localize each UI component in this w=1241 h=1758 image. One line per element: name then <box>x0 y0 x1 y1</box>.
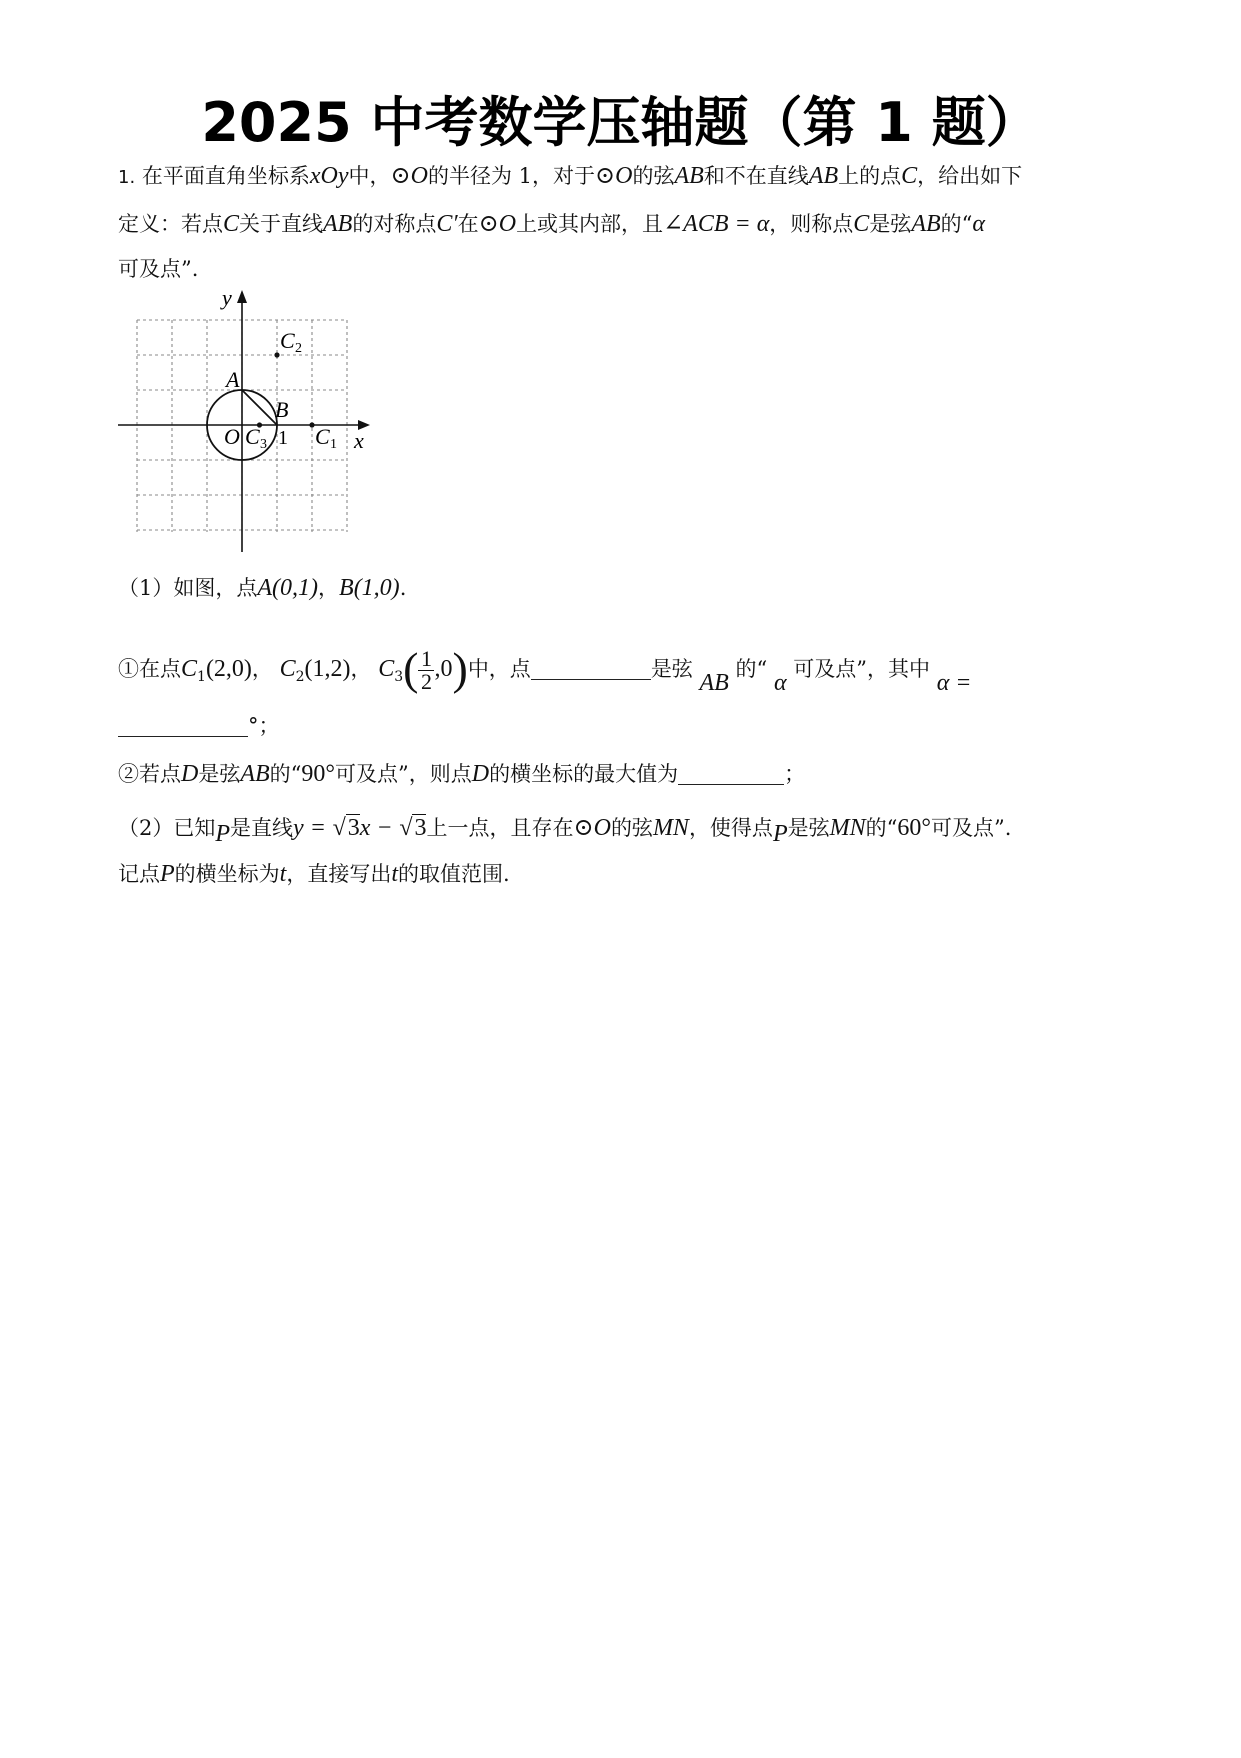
text: 是弦 <box>869 212 912 236</box>
text: ， <box>251 657 273 681</box>
text: 和不在直线 <box>703 164 809 188</box>
math-c: C <box>901 163 918 189</box>
text: ，则称点 <box>769 212 854 236</box>
math-c1: C <box>181 656 198 682</box>
subscript: 1 <box>197 669 206 685</box>
text: 的“ <box>940 212 973 236</box>
x-axis-label: x <box>354 428 364 453</box>
question-1-line-1 <box>118 643 972 699</box>
math-alpha-equals: α = <box>936 670 972 696</box>
text: 中， <box>348 164 391 188</box>
text: ①在点 <box>118 657 181 681</box>
text: ，使得点 <box>688 816 773 840</box>
text: 是弦 <box>787 816 830 840</box>
math-c3: C <box>378 656 395 682</box>
text: 中，点 <box>467 657 531 681</box>
y-axis-arrow-icon <box>237 290 247 303</box>
text: 的半径为 1，对于 <box>427 164 596 188</box>
math-mn: MN <box>652 815 689 841</box>
math-c3-tail: ,0 <box>434 656 453 682</box>
text: 的横坐标为 <box>174 862 280 886</box>
point-c2 <box>274 352 279 357</box>
origin-label: O <box>224 424 240 449</box>
math-x-minus: x − <box>359 815 393 841</box>
text: 的弦 <box>610 816 653 840</box>
text: 上的点 <box>838 164 902 188</box>
text: ，直接写出 <box>286 862 392 886</box>
math-alpha: α <box>773 670 787 696</box>
answer-blank-max-x[interactable] <box>678 764 784 785</box>
problem-line-3 <box>118 253 198 285</box>
text: 上或其内部，且 <box>516 212 664 236</box>
text: 记点 <box>118 862 160 886</box>
math-d: D <box>181 761 199 787</box>
subscript: 3 <box>394 669 404 685</box>
math-circle-o: ⊙O <box>573 815 611 841</box>
text: 上一点，且存在 <box>426 816 574 840</box>
text: （1）如图，点 <box>118 576 258 600</box>
sqrt-icon: √ <box>332 815 346 841</box>
fraction-denominator: 2 <box>420 669 432 694</box>
part1-line <box>118 572 406 604</box>
math-mn: MN <box>829 815 866 841</box>
text: 的对称点 <box>352 212 437 236</box>
text: 可及点”，其中 <box>793 657 930 681</box>
tick-label-1: 1 <box>278 427 288 449</box>
fraction-one-half <box>418 648 434 693</box>
answer-blank-point[interactable] <box>531 659 651 680</box>
text: 的“ <box>269 762 302 786</box>
text: 的弦 <box>632 164 675 188</box>
math-t: t <box>279 861 287 887</box>
math-circle-o: ⊙O <box>595 163 633 189</box>
point-c3-sub: 3 <box>260 437 267 452</box>
math-xoy: xOy <box>309 163 349 189</box>
problem-line-2 <box>118 208 985 240</box>
question-2-line <box>118 758 805 790</box>
question-1-line-2 <box>118 710 280 742</box>
fraction-numerator: 1 <box>420 646 432 671</box>
math-c1-coord: (2,0) <box>205 656 252 682</box>
math-ab: AB <box>808 163 839 189</box>
text: 是弦 <box>198 762 241 786</box>
math-angle: ∠ACB = α <box>663 211 770 237</box>
paren-right: ) <box>452 643 468 694</box>
point-c2-sub: 2 <box>295 341 302 356</box>
text: 的“ <box>735 657 768 681</box>
math-c-prime: C′ <box>436 211 458 237</box>
math-ab: AB <box>911 211 941 237</box>
text: °； <box>248 714 280 738</box>
math-sqrt3: 3 <box>347 815 360 841</box>
text: ， <box>318 576 340 600</box>
point-a-label: A <box>226 367 240 392</box>
text: ； <box>784 762 806 786</box>
text: 是弦 <box>650 657 693 681</box>
part2-line-1 <box>118 812 1011 850</box>
math-ab: AB <box>699 670 729 696</box>
math-y-equals: y = <box>293 815 326 841</box>
text: 可及点”. <box>118 257 199 281</box>
math-sqrt3: 3 <box>414 815 427 841</box>
sqrt-icon: √ <box>399 815 413 841</box>
math-p: P <box>160 861 175 887</box>
text: 在 <box>457 212 479 236</box>
y-axis-label: y <box>222 285 232 310</box>
text: . <box>399 576 407 600</box>
math-c: C <box>853 211 870 237</box>
subscript: 2 <box>295 669 305 685</box>
math-circle-o: ⊙O <box>390 163 428 189</box>
math-p: P <box>215 821 231 847</box>
point-c1-label: C <box>315 424 330 449</box>
math-90-degrees: 90° <box>301 761 336 787</box>
math-c2-coord: (1,2) <box>304 656 351 682</box>
text: 在平面直角坐标系 <box>141 164 310 188</box>
text: 的“ <box>865 816 898 840</box>
problem-line-1 <box>118 160 1022 194</box>
text: ， <box>350 657 372 681</box>
math-c: C <box>223 211 240 237</box>
math-circle-o: ⊙O <box>478 211 517 237</box>
point-c1 <box>309 422 314 427</box>
text: ，给出如下 <box>917 164 1023 188</box>
part2-line-2 <box>118 858 510 890</box>
text: 的横坐标的最大值为 <box>489 762 679 786</box>
text: 的取值范围. <box>398 862 510 886</box>
point-b-label: B <box>275 397 289 422</box>
math-p: P <box>772 821 788 847</box>
text: 是直线 <box>230 816 294 840</box>
coordinate-figure <box>112 284 382 556</box>
text: 关于直线 <box>239 212 324 236</box>
math-ab: AB <box>240 761 270 787</box>
math-60-degrees: 60° <box>897 815 931 841</box>
paren-left: ( <box>403 643 419 694</box>
point-c2-label: C <box>280 328 295 353</box>
text: ②若点 <box>118 762 181 786</box>
text: 可及点”，则点 <box>335 762 472 786</box>
text: 定义：若点 <box>118 212 223 236</box>
problem-number: 1. <box>118 167 136 188</box>
text: 可及点”. <box>930 816 1012 840</box>
text: （2）已知 <box>118 816 216 840</box>
math-point-b: B(1,0) <box>339 575 400 601</box>
math-ab: AB <box>674 163 704 189</box>
math-alpha: α <box>972 211 985 237</box>
page-title: 2025 中考数学压轴题（第 1 题） <box>201 91 1040 154</box>
math-ab: AB <box>323 211 353 237</box>
math-t: t <box>391 861 399 887</box>
point-c1-sub: 1 <box>330 437 337 452</box>
math-point-a: A(0,1) <box>257 575 319 601</box>
math-d: D <box>471 761 490 787</box>
answer-blank-alpha[interactable] <box>118 716 248 737</box>
point-c3-label: C <box>245 424 260 449</box>
math-c2: C <box>279 656 296 682</box>
